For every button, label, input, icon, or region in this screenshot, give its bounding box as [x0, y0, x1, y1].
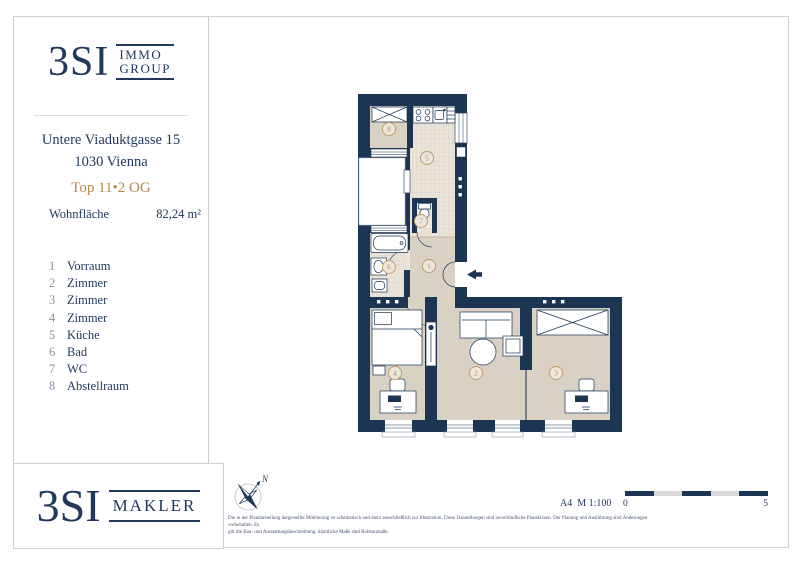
legend-row [49, 275, 129, 292]
scale-bar [625, 491, 768, 496]
legend-num: 5 [49, 327, 56, 342]
logo-brand-text: 3SI [48, 39, 110, 85]
separator-line [34, 115, 188, 116]
legend-label: Küche [67, 327, 100, 342]
floorplan-drawing [340, 80, 630, 450]
legend-label: Zimmer [67, 293, 108, 308]
scale-segment [654, 491, 683, 496]
badge-room-8: 8 [387, 124, 391, 134]
kitchen-window [455, 113, 467, 143]
makler-logo [13, 463, 224, 549]
light-well [359, 149, 410, 233]
makler-brand-text: 3SI [36, 480, 101, 531]
legend-label: Zimmer [67, 310, 108, 325]
legend-row [49, 310, 129, 327]
scale-start-label: 0 [623, 499, 628, 509]
legend-num: 6 [49, 344, 56, 359]
badge-room-5: 5 [425, 153, 429, 163]
door-opening-bad [404, 250, 410, 270]
legend-num: 2 [49, 276, 56, 291]
legend-row [49, 378, 129, 395]
disclaimer-line-2: gilt die Bau- und Ausstattungsbeschreibung. Sämtliche Maße sind Rohbaumaße. [228, 530, 389, 535]
disclaimer [228, 515, 658, 536]
unit-title: Top 11•2 OG [71, 180, 151, 196]
badge-room-4: 4 [393, 368, 397, 378]
round-table-room2 [470, 339, 496, 365]
scale-segment [711, 491, 740, 496]
legend-label: Abstellraum [67, 379, 129, 394]
badge-room-1: 1 [427, 261, 431, 271]
legend-label: Vorraum [67, 259, 111, 273]
scale-labels [623, 499, 768, 509]
badge-room-7: 7 [419, 216, 423, 226]
legend-num: 7 [49, 362, 56, 377]
legend-row [49, 292, 129, 309]
wall-wardrobe [426, 322, 436, 366]
disclaimer-line-1: Die in der Plandarstellung dargestellte Möblierung ist schematisch und dient ausschließlich zur Illustration. Diese Darstellungen sind unverbindliche Planskizzen. Der Planung und Ausführung sind Änderungen vorbehalten. Es [228, 516, 648, 528]
logo-suffix [116, 44, 174, 80]
address-line-1: Untere Viaduktgasse 15 [41, 132, 181, 148]
badge-room-6: 6 [387, 262, 391, 272]
scale-segment [739, 491, 768, 496]
makler-word: MAKLER [109, 490, 201, 522]
scale-text: A4 M 1:100 [560, 498, 612, 509]
armchair-room2 [503, 336, 523, 356]
address-line-2: 1030 Vienna [74, 154, 148, 170]
legend-row [49, 344, 129, 361]
legend-num: 8 [49, 379, 56, 394]
scale-segment [625, 491, 654, 496]
washing-machine [372, 279, 387, 292]
badge-room-3: 3 [554, 368, 558, 378]
bed-room4 [372, 310, 422, 375]
legend-label: WC [67, 362, 88, 377]
room-legend [49, 258, 129, 396]
wardrobe-room3 [537, 310, 608, 335]
badge-room-2: 2 [474, 368, 478, 378]
sofa-room2 [460, 312, 512, 338]
legend-label: Zimmer [67, 276, 108, 291]
storage-cabinet [372, 107, 407, 122]
immo-group-logo [14, 41, 208, 83]
door-opening-room4 [408, 297, 425, 308]
legend-row [49, 361, 129, 378]
scale-end-label: 5 [763, 499, 768, 509]
scale-segment [682, 491, 711, 496]
legend-label: Bad [67, 344, 88, 359]
entry-arrow [467, 270, 482, 280]
compass-rose [229, 472, 273, 518]
legend-row [49, 327, 129, 344]
logo-word-group: GROUP [119, 61, 171, 76]
wall-niche [457, 147, 466, 157]
kitchen-counter [413, 107, 455, 123]
living-area-row [49, 207, 201, 222]
opening-vorraum-room2 [437, 297, 455, 308]
compass-north-label: N [262, 474, 269, 484]
legend-num: 4 [49, 310, 56, 325]
logo-word-immo: IMMO [119, 46, 163, 62]
legend-num: 3 [49, 293, 56, 308]
area-label: Wohnfläche [49, 207, 110, 221]
bathtub [371, 234, 408, 253]
legend-num: 1 [49, 259, 56, 273]
legend-row [49, 258, 129, 275]
property-address [14, 129, 208, 173]
area-value: 82,24 m² [156, 207, 201, 221]
sidebar [14, 17, 208, 463]
